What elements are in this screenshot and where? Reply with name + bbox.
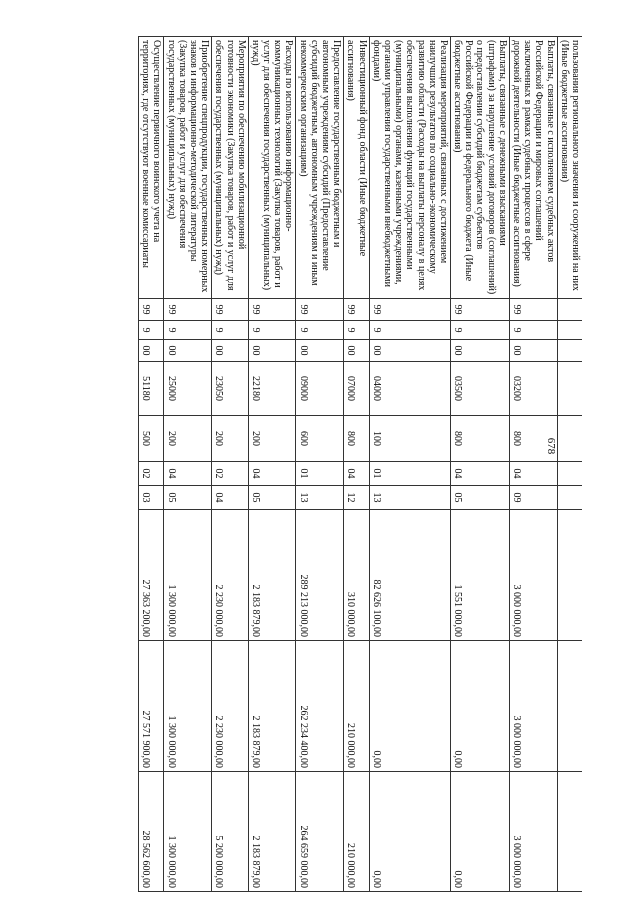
expense-type-code: 800 [450,416,509,462]
direction-code: 07000 [344,362,369,416]
section-code: 04 [509,462,557,486]
amount-year-2 [557,641,582,772]
main-event-code: 00 [164,340,212,362]
section-code: 02 [212,462,249,486]
row-description: Выплаты, связанные с денежными взысканиями (штрафами) за нарушение условий договоров (соглашений) о предоставлении субсидий бюджетам субъектов Российской Федерации из федерального бюджета (Иные бюджетные ассигнования) [450,37,509,299]
page-number: 678 [545,437,557,455]
amount-year-2: 3 000 000,00 [509,641,557,772]
program-code: 99 [139,299,164,321]
subprogram-code: 9 [212,321,249,340]
section-code: 02 [139,462,164,486]
subsection-code: 09 [509,486,557,510]
expense-type-code: 500 [139,416,164,462]
amount-year-3: 3 000 000,00 [509,772,557,892]
subprogram-code: 9 [344,321,369,340]
row-description: Инвестиционный фонд области (Иные бюджетные ассигнования) [344,37,369,299]
main-event-code: 00 [296,340,344,362]
amount-year-1: 82 626 100,00 [369,510,450,641]
subprogram-code: 9 [139,321,164,340]
amount-year-2: 262 234 400,00 [296,641,344,772]
row-description: Предоставление государственным бюджетным и автономным учреждениям субсидий (Предоставление субсидий бюджетным, автономным учреждениям и иным некоммерческим организациям) [296,37,344,299]
amount-year-3: 0,00 [450,772,509,892]
amount-year-2: 210 000,00 [344,641,369,772]
section-code: 01 [296,462,344,486]
subprogram-code: 9 [248,321,296,340]
subsection-code [557,486,582,510]
table-row [212,37,249,892]
subprogram-code: 9 [164,321,212,340]
amount-year-1: 27 363 200,00 [139,510,164,641]
amount-year-2: 1 300 000,00 [164,641,212,772]
main-event-code: 00 [248,340,296,362]
direction-code [557,362,582,416]
amount-year-1: 2 183 879,00 [248,510,296,641]
table-row [450,37,509,892]
subprogram-code: 9 [509,321,557,340]
table-row [344,37,369,892]
amount-year-2: 0,00 [450,641,509,772]
direction-code: 22180 [248,362,296,416]
main-event-code [557,340,582,362]
amount-year-1: 3 000 000,00 [509,510,557,641]
rotated-page [62,36,582,891]
amount-year-3: 264 659 000,00 [296,772,344,892]
expense-type-code [557,416,582,462]
amount-year-2: 2 230 000,00 [212,641,249,772]
program-code: 99 [164,299,212,321]
amount-year-1: 289 213 000,00 [296,510,344,641]
table-row [557,37,582,892]
expense-type-code: 200 [212,416,249,462]
main-event-code: 00 [212,340,249,362]
direction-code: 04000 [369,362,450,416]
section-code [557,462,582,486]
table-row [296,37,344,892]
main-event-code: 00 [509,340,557,362]
program-code: 99 [509,299,557,321]
subsection-code: 05 [248,486,296,510]
row-description: Мероприятия по обеспечению мобилизационной готовности экономики (Закупка товаров, работ и услуг для обеспечения государственных (муниципальных) нужд) [212,37,249,299]
subprogram-code [557,321,582,340]
subprogram-code: 9 [296,321,344,340]
main-event-code: 00 [450,340,509,362]
subprogram-code: 9 [369,321,450,340]
amount-year-1: 2 230 000,00 [212,510,249,641]
expense-type-code: 200 [164,416,212,462]
table-row [164,37,212,892]
main-event-code: 00 [344,340,369,362]
amount-year-2: 2 183 879,00 [248,641,296,772]
subsection-code: 13 [369,486,450,510]
direction-code: 03500 [450,362,509,416]
amount-year-3: 5 200 000,00 [212,772,249,892]
program-code: 99 [344,299,369,321]
subsection-code: 05 [450,486,509,510]
budget-table [138,36,582,892]
amount-year-2: 27 571 900,00 [139,641,164,772]
section-code: 04 [344,462,369,486]
section-code: 04 [450,462,509,486]
section-code: 04 [248,462,296,486]
amount-year-1: 1 551 000,00 [450,510,509,641]
table-row [509,37,557,892]
subprogram-code: 9 [450,321,509,340]
row-description: пользования регионального значения и сооружений на них (Иные бюджетные ассигнования) [557,37,582,299]
direction-code: 51180 [139,362,164,416]
table-row [248,37,296,892]
direction-code: 25000 [164,362,212,416]
amount-year-2: 0,00 [369,641,450,772]
expense-type-code: 100 [369,416,450,462]
row-description: Осуществление первичного воинского учета на территориях, где отсутствуют военные комиссариаты [139,37,164,299]
subsection-code: 12 [344,486,369,510]
expense-type-code: 800 [344,416,369,462]
amount-year-3: 2 183 879,00 [248,772,296,892]
program-code: 99 [212,299,249,321]
section-code: 04 [164,462,212,486]
direction-code: 03200 [509,362,557,416]
amount-year-3: 28 562 600,00 [139,772,164,892]
table-row [139,37,164,892]
expense-type-code: 600 [296,416,344,462]
amount-year-1: 310 000,00 [344,510,369,641]
expense-type-code: 200 [248,416,296,462]
subsection-code: 05 [164,486,212,510]
program-code: 99 [296,299,344,321]
subsection-code: 03 [139,486,164,510]
program-code [557,299,582,321]
amount-year-3: 210 000,00 [344,772,369,892]
row-description: Реализация мероприятий, связанных с достижением наилучших результатов по социально-экономическому развитию области (Расходы на выплаты персоналу в целях обеспечения выполнения функций государственными (муниципальными) органами, казенными учреждениями, органами управления государственными внебюджетными фондами) [369,37,450,299]
program-code: 99 [369,299,450,321]
row-description: Приобретение спецпродукции, государственных номерных знаков и информационно-методической литературы (Закупка товаров, работ и услуг для обеспечения государственных (муниципальных) нужд) [164,37,212,299]
section-code: 01 [369,462,450,486]
main-event-code: 00 [369,340,450,362]
subsection-code: 04 [212,486,249,510]
amount-year-1: 1 300 000,00 [164,510,212,641]
program-code: 99 [450,299,509,321]
direction-code: 23050 [212,362,249,416]
direction-code: 09000 [296,362,344,416]
amount-year-3: 1 300 000,00 [164,772,212,892]
program-code: 99 [248,299,296,321]
row-description: Расходы по использованию информационно-коммуникационных технологий (Закупка товаров, работ и услуг для обеспечения государственных (муниципальных) нужд) [248,37,296,299]
expense-type-code: 800 [509,416,557,462]
amount-year-3 [557,772,582,892]
table-row [369,37,450,892]
row-description: Выплаты, связанные с исполнением судебных актов Российской Федерации и мировых соглашений заключенных в рамках судебных процессов в сфере дорожной деятельности (Иные бюджетные ассигнования) [509,37,557,299]
subsection-code: 13 [296,486,344,510]
amount-year-3: 0,00 [369,772,450,892]
main-event-code: 00 [139,340,164,362]
amount-year-1 [557,510,582,641]
